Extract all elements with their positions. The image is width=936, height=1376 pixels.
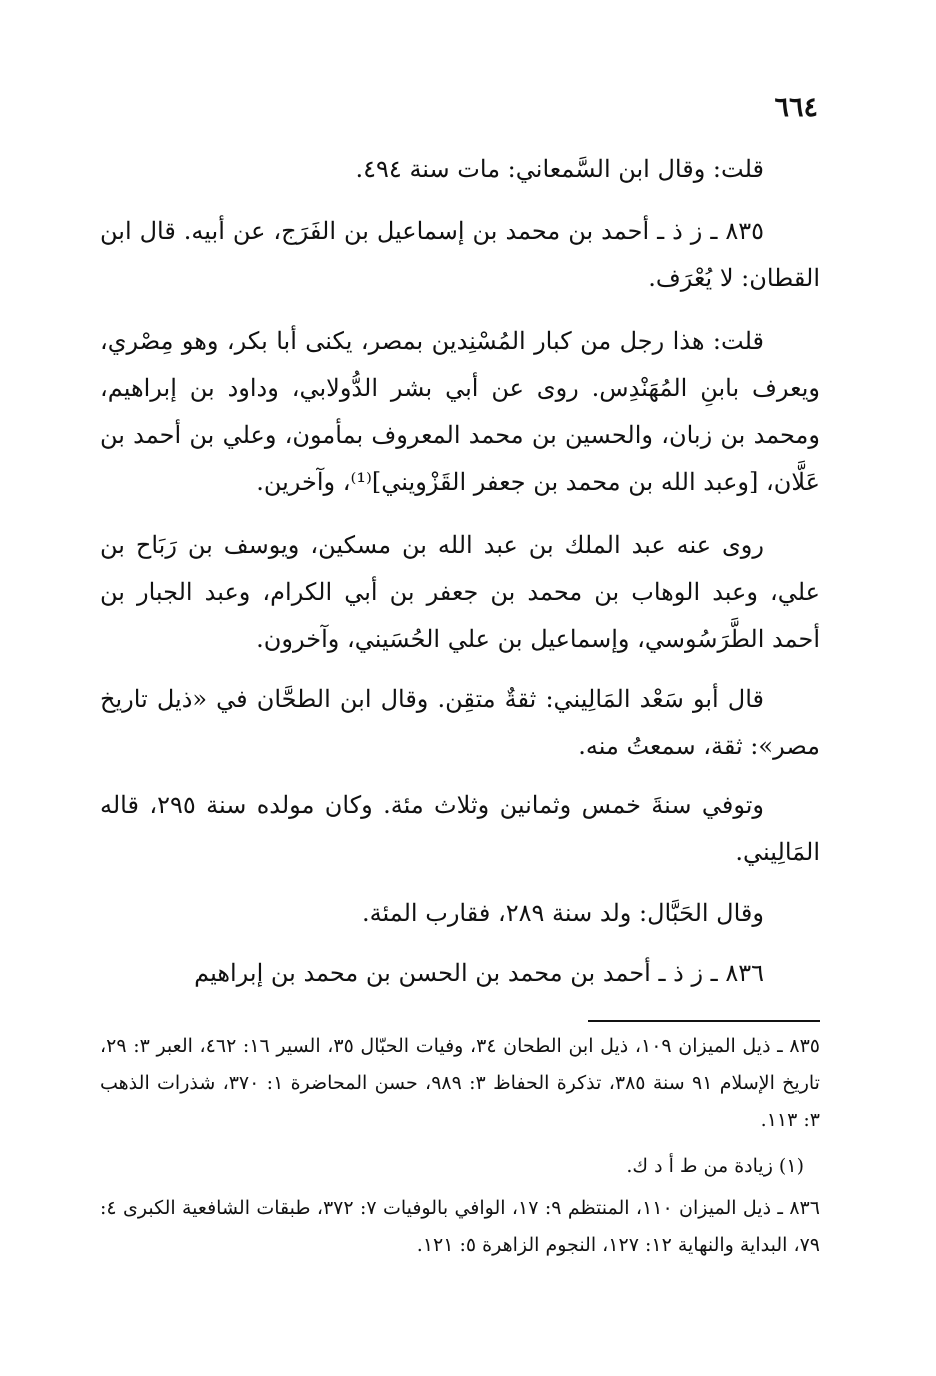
entry-836-heading: ٨٣٦ ـ ز ذ ـ أحمد بن محمد بن الحسن بن محمد بن إبراهيم [194,959,764,987]
page-number: ٦٦٤ [774,92,818,123]
footnote-835-sources: ٨٣٥ ـ ذيل الميزان ١٠٩، ذيل ابن الطحان ٣٤، وفيات الحبّال ٣٥، السير ١٦: ٤٦٢، العبر ٣: ٢٩، تاريخ الإسلام ٩١ سنة ٣٨٥، تذكرة الحفاظ ٣: ٩٨٩، حسن المحاضرة ١: ٣٧٠، شذرات الذهب ٣: ١١٣. [100,1035,820,1131]
paragraph-835-death: وتوفي سنةَ خمس وثمانين وثلاث مئة. وكان مولده سنة ٢٩٥، قاله المَالِيني. [100,791,820,866]
footnote-separator [588,1020,820,1022]
paragraph-835-description: قلت: هذا رجل من كبار المُسْنِدين بمصر، يكنى أبا بكر، وهو مِصْري، ويعرف بابنِ المُهَنْدِس. روى عن أبي بشر الدُّولابي، وداود بن إبراهيم، ومحمد بن زبان، والحسين بن محمد المعروف بمأمون، وعلي بن أحمد بن عَلَّان، [وعبد الله بن محمد بن جعفر القَزْويني]⁽¹⁾، وآخرين. [100,327,821,496]
paragraph-note-samani: قلت: وقال ابن السَّمعاني: مات سنة ٤٩٤. [355,155,764,183]
footnote-1-addition: (١) زيادة من ط أ د ك. [626,1155,804,1177]
paragraph-835-habbal: وقال الحَبَّال: ولد سنة ٢٨٩، فقارب المئة. [362,899,764,927]
paragraph-835-grading: قال أبو سَعْد المَالِيني: ثقةٌ متقِن. وقال ابن الطحَّان في «ذيل تاريخ مصر»: ثقة، سمعتُ منه. [100,685,820,760]
entry-835-heading: ٨٣٥ ـ ز ذ ـ أحمد بن محمد بن إسماعيل بن الفَرَج، عن أبيه. قال ابن القطان: لا يُعْرَف. [100,217,820,292]
paragraph-835-narrators: روى عنه عبد الملك بن عبد الله بن مسكين، ويوسف بن رَبَاح بن علي، وعبد الوهاب بن محمد بن جعفر بن أبي الكرام، وعبد الجبار بن أحمد الطَّرَسُوسي، وإسماعيل بن علي الحُسَيني، وآخرون. [100,531,820,653]
footnote-836-sources: ٨٣٦ ـ ذيل الميزان ١١٠، المنتظم ٩: ١٧، الوافي بالوفيات ٧: ٣٧٢، طبقات الشافعية الكبرى ٤: ٧٩، البداية والنهاية ١٢: ١٢٧، النجوم الزاهرة ٥: ١٢١. [100,1197,820,1256]
